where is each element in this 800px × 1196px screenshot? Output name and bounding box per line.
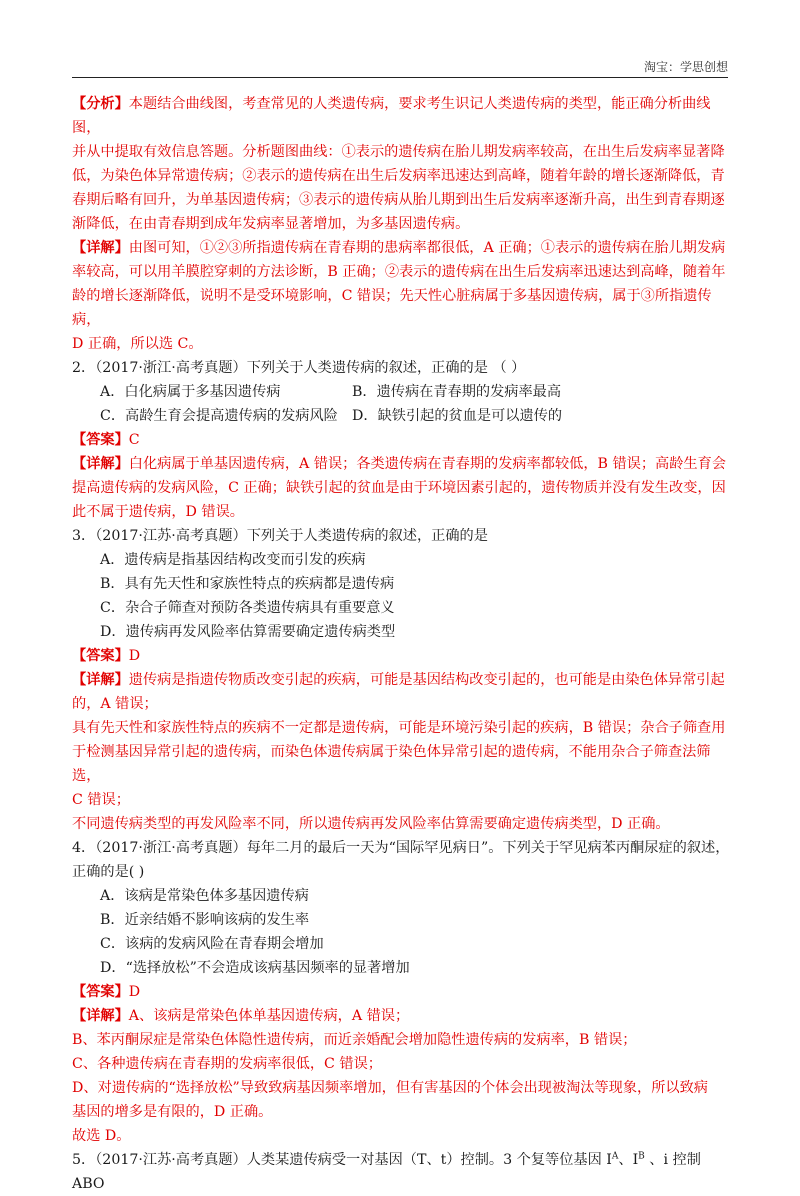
question-3-answer: [72, 644, 732, 668]
option-c: C．高龄生育会提高遗传病的发病风险: [100, 408, 338, 424]
detail-line: 的，A 错误；: [72, 696, 158, 712]
analysis-line: 春期后略有回升，为单基因遗传病；③表示的遗传病从胎儿期到出生后发病率逐渐升高，出生到青春期逐: [72, 192, 725, 208]
question-4-stem-cont: 正确的是( ): [72, 864, 145, 880]
answer-tag: 【答案】: [72, 648, 129, 664]
answer-value: D: [128, 984, 141, 1000]
option-b: B．近亲结婚不影响该病的发生率: [100, 912, 310, 928]
option-c: C．杂合子筛查对预防各类遗传病具有重要意义: [100, 600, 395, 616]
detail-line: 率较高，可以用羊膜腔穿刺的方法诊断，B 正确；②表示的遗传病在出生后发病率迅速达到高峰，随着年: [72, 264, 726, 280]
question-2-options-row-2: [72, 404, 732, 428]
question-2-options-row-1: [72, 380, 732, 404]
detail-line: 【详解】由图可知，①②③所指遗传病在青春期的患病率都很低，A 正确；①表示的遗传病在胎儿期发病: [72, 240, 726, 256]
option-d: D．“选择放松”不会造成该病基因频率的显著增加: [100, 960, 410, 976]
option-d: D．遗传病再发风险率估算需要确定遗传病类型: [100, 624, 396, 640]
detail-line: 龄的增长逐渐降低，说明不是受环境影响，C 错误；先天性心脏病属于多基因遗传病，属于③所指遗传病，: [72, 288, 712, 328]
detail-tag: 【详解】: [72, 672, 129, 688]
header-divider: [72, 77, 728, 78]
page-header: 淘宝：学思创想: [643, 60, 728, 74]
document-body: [72, 92, 732, 1196]
analysis-line: 渐降低，在由青春期到成年发病率显著增加，为多基因遗传病。: [72, 216, 470, 232]
answer-tag: 【答案】: [72, 432, 129, 448]
analysis-tag: 【分析】: [72, 96, 129, 112]
detail-line: 故选 D。: [72, 1128, 131, 1144]
answer-value: C: [128, 432, 140, 448]
detail-line: 具有先天性和家族性特点的疾病不一定都是遗传病，可能是环境污染引起的疾病，B 错误；杂合子筛查用: [72, 720, 726, 736]
question-2-answer: [72, 428, 732, 452]
detail-line: 此不属于遗传病，D 错误。: [72, 504, 244, 520]
detail-line: 于检测基因异常引起的遗传病，而染色体遗传病属于染色体异常引起的遗传病，不能用杂合子筛查法筛选，: [72, 744, 711, 784]
detail-line: C、各种遗传病在青春期的发病率很低，C 错误；: [72, 1056, 382, 1072]
detail-tag: 【详解】: [72, 456, 129, 472]
analysis-line: 并从中提取有效信息答题。分析题图曲线：①表示的遗传病在胎儿期发病率较高，在出生后发病率显著降: [72, 144, 725, 160]
detail-line: 【详解】A、该病是常染色体单基因遗传病，A 错误；: [72, 1008, 410, 1024]
detail-line: 不同遗传病类型的再发风险率不同，所以遗传病再发风险率估算需要确定遗传病类型，D 正确。: [72, 816, 670, 832]
option-a: A．白化病属于多基因遗传病: [100, 384, 281, 400]
option-d: D．缺铁引起的贫血是可以遗传的: [352, 408, 563, 424]
option-a: A．遗传病是指基因结构改变而引发的疾病: [100, 552, 366, 568]
option-b: B．遗传病在青春期的发病率最高: [352, 384, 562, 400]
detail-line: 提高遗传病的发病风险，C 正确；缺铁引起的贫血是由于环境因素引起的，遗传物质并没有发生改变，因: [72, 480, 726, 496]
question-4-stem: 4．（2017·浙江·高考真题）每年二月的最后一天为“国际罕见病日”。下列关于罕见病苯丙酮尿症的叙述，: [72, 840, 730, 856]
question-4-answer: [72, 980, 732, 1004]
option-a: A．该病是常染色体多基因遗传病: [100, 888, 309, 904]
detail-line: B、苯丙酮尿症是常染色体隐性遗传病，而近亲婚配会增加隐性遗传病的发病率，B 错误；: [72, 1032, 637, 1048]
option-b: B．具有先天性和家族性特点的疾病都是遗传病: [100, 576, 395, 592]
analysis-line: 【分析】本题结合曲线图，考查常见的人类遗传病，要求考生识记人类遗传病的类型，能正确分析曲线图，: [72, 96, 711, 136]
detail-tag: 【详解】: [72, 1008, 129, 1024]
detail-line: 【详解】遗传病是指遗传物质改变引起的疾病，可能是基因结构改变引起的，也可能是由染色体异常引起: [72, 672, 725, 688]
detail-line: C 错误；: [72, 792, 130, 808]
question-5-stem: 5．（2017·江苏·高考真题）人类某遗传病受一对基因（T、t）控制。3 个复等位基因 $I^A$、$I^B$ 、i 控制 ABO: [72, 1151, 701, 1192]
option-c: C．该病的发病风险在青春期会增加: [100, 936, 324, 952]
analysis-line: 低，为染色体异常遗传病；②表示的遗传病在出生后发病率迅速达到高峰，随着年龄的增长逐渐降低，青: [72, 168, 725, 184]
question-3-stem: 3．（2017·江苏·高考真题）下列关于人类遗传病的叙述，正确的是: [72, 528, 488, 544]
answer-tag: 【答案】: [72, 984, 129, 1000]
detail-line: D、对遗传病的“选择放松”导致致病基因频率增加，但有害基因的个体会出现被淘汰等现象，所以致病: [72, 1080, 708, 1096]
question-2-stem: 2．（2017·浙江·高考真题）下列关于人类遗传病的叙述，正确的是 （ ）: [72, 360, 526, 376]
detail-line: D 正确，所以选 C。: [72, 336, 203, 352]
answer-value: D: [128, 648, 141, 664]
detail-tag: 【详解】: [72, 240, 129, 256]
detail-line: 【详解】白化病属于单基因遗传病，A 错误；各类遗传病在青春期的发病率都较低，B 错误；高龄生育会: [72, 456, 726, 472]
detail-line: 基因的增多是有限的，D 正确。: [72, 1104, 273, 1120]
